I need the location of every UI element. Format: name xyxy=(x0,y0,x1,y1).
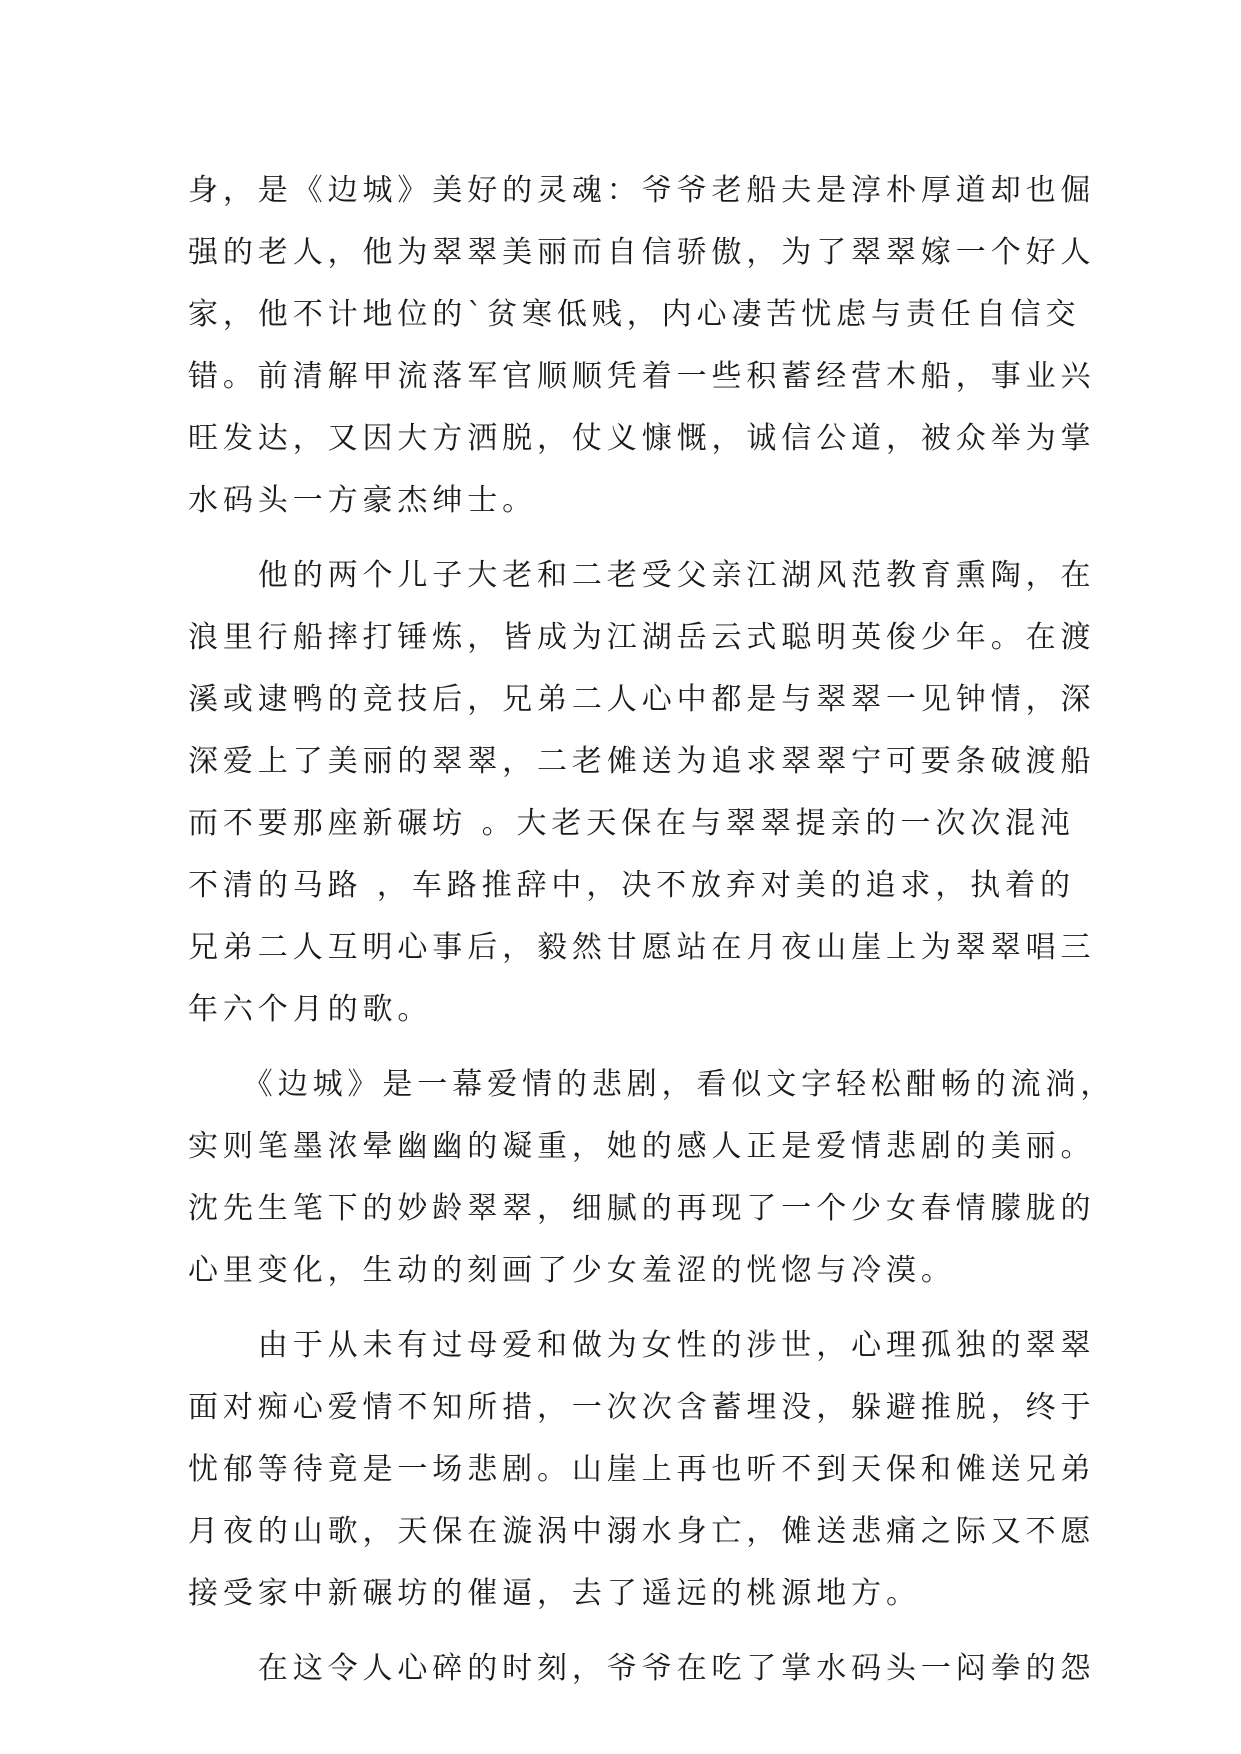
paragraph-spacing xyxy=(188,1625,1068,1638)
document-body xyxy=(188,160,1116,1700)
text-line: 沈先生笔下的妙龄翠翠，细腻的再现了一个少女春情朦胧的 xyxy=(188,1191,1096,1226)
paragraph-spacing xyxy=(188,1041,1068,1054)
text-line: 兄弟二人互明心事后，毅然甘愿站在月夜山崖上为翠翠唱三 xyxy=(188,930,1096,965)
text-line: 面对痴心爱情不知所措，一次次含蓄埋没，躲避推脱，终于 xyxy=(188,1390,1096,1425)
paragraph-4 xyxy=(188,1315,1096,1625)
text-line: 接受家中新碾坊的催逼，去了遥远的桃源地方。 xyxy=(188,1576,921,1611)
paragraph-2 xyxy=(188,545,1096,1041)
text-line: 强的老人，他为翠翠美丽而自信骄傲，为了翠翠嫁一个好人 xyxy=(188,235,1096,270)
text-line: 忧郁等待竟是一场悲剧。山崖上再也听不到天保和傩送兄弟 xyxy=(188,1452,1096,1487)
text-line: 年六个月的歌。 xyxy=(188,992,433,1027)
text-line: 水码头一方豪杰绅士。 xyxy=(188,483,537,518)
text-line: 而不要那座新碾坊 。大老天保在与翠翠提亲的一次次混沌 xyxy=(188,806,1075,841)
text-line: 不清的马路 ，车路推辞中，决不放弃对美的追求，执着的 xyxy=(188,868,1075,903)
paragraph-spacing xyxy=(188,532,1068,545)
paragraph-5 xyxy=(188,1638,1096,1700)
text-line: 身，是《边城》美好的灵魂：爷爷老船夫是淳朴厚道却也倔 xyxy=(188,173,1096,208)
text-line: 心里变化，生动的刻画了少女羞涩的恍惚与冷漠。 xyxy=(188,1253,956,1288)
text-line: 错。前清解甲流落军官顺顺凭着一些积蓄经营木船，事业兴 xyxy=(188,359,1096,394)
text-line: 家，他不计地位的`贫寒低贱，内心凄苦忧虑与责任自信交 xyxy=(188,297,1081,332)
text-line: 他的两个儿子大老和二老受父亲江湖风范教育熏陶，在 xyxy=(188,558,1096,593)
text-line: 在这令人心碎的时刻，爷爷在吃了掌水码头一闷拳的怨 xyxy=(188,1651,1096,1686)
text-line: 溪或逮鸭的竞技后，兄弟二人心中都是与翠翠一见钟情，深 xyxy=(188,682,1096,717)
text-line: 浪里行船摔打锤炼，皆成为江湖岳云式聪明英俊少年。在渡 xyxy=(188,620,1096,655)
paragraph-1 xyxy=(188,160,1096,532)
text-line: 实则笔墨浓晕幽幽的凝重，她的感人正是爱情悲剧的美丽。 xyxy=(188,1129,1096,1164)
paragraph-spacing xyxy=(188,1302,1068,1315)
text-line: 旺发达，又因大方洒脱，仗义慷慨，诚信公道，被众举为掌 xyxy=(188,421,1096,456)
text-line: 由于从未有过母爱和做为女性的涉世，心理孤独的翠翠 xyxy=(188,1328,1096,1363)
text-line: 深爱上了美丽的翠翠，二老傩送为追求翠翠宁可要条破渡船 xyxy=(188,744,1096,779)
text-line: 《边城》是一幕爱情的悲剧，看似文字轻松酣畅的流淌， xyxy=(188,1067,1116,1102)
paragraph-3 xyxy=(188,1054,1116,1302)
text-line: 月夜的山歌，天保在漩涡中溺水身亡，傩送悲痛之际又不愿 xyxy=(188,1514,1096,1549)
